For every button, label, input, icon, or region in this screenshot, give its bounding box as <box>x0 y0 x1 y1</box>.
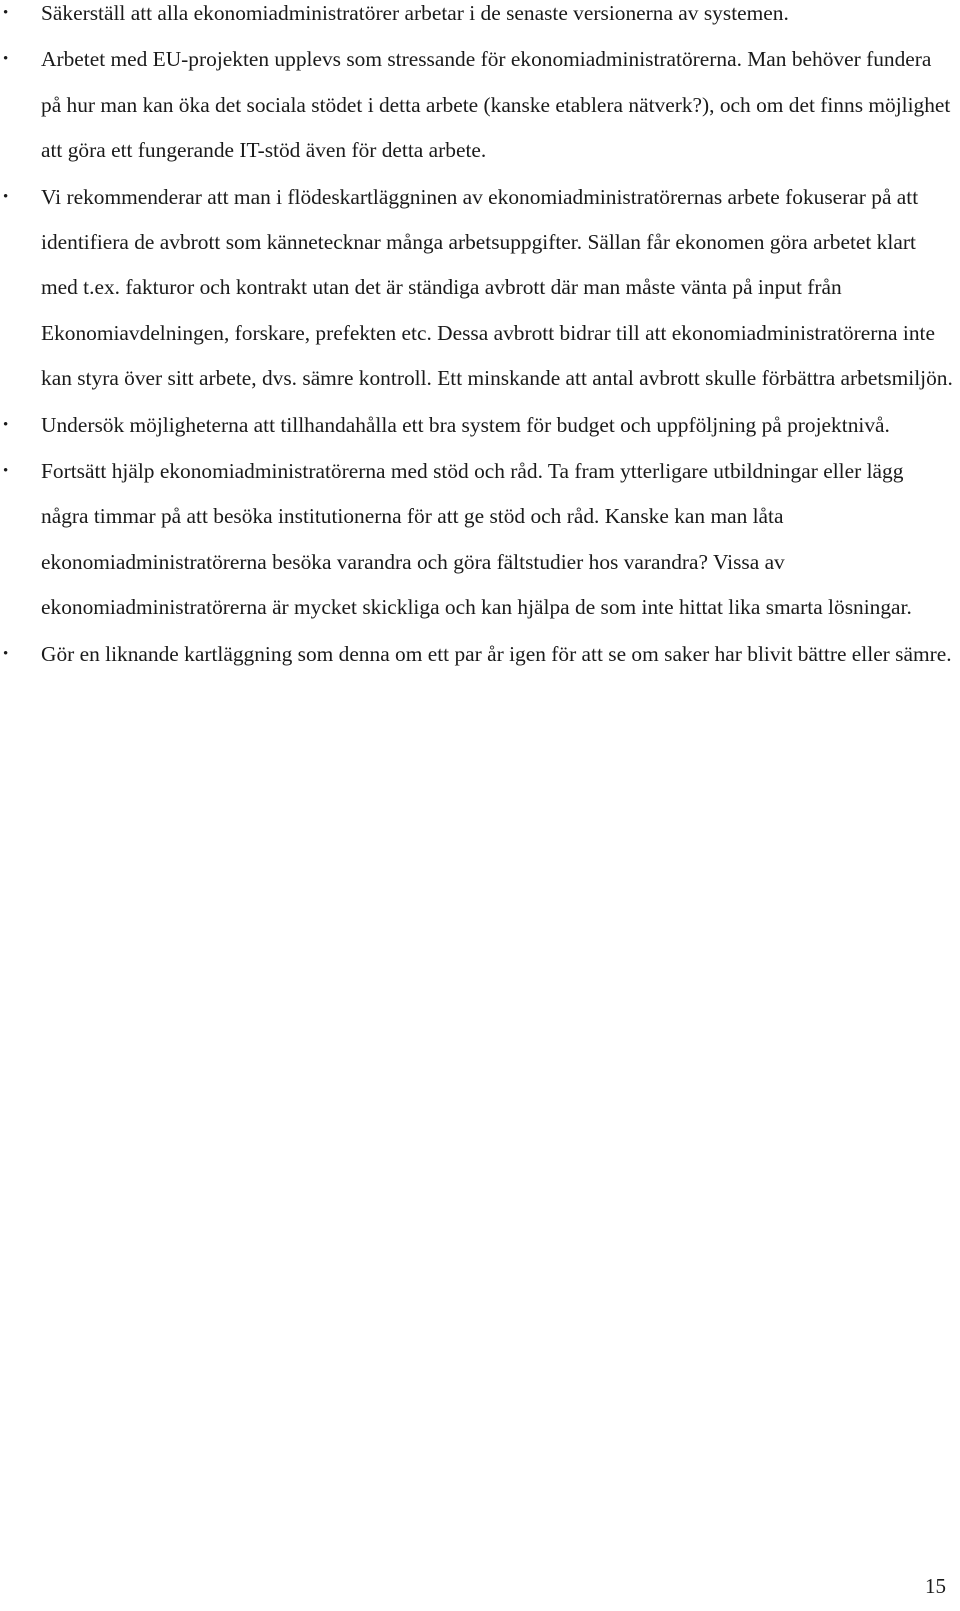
list-item-text: Säkerställ att alla ekonomiadministratörer arbetar i de senaste versionerna av systemen. <box>41 1 789 25</box>
bullet-icon: • <box>3 645 9 662</box>
list-item <box>0 175 956 402</box>
list-item-text: Fortsätt hjälp ekonomiadministratörerna med stöd och råd. Ta fram ytterligare utbildningar eller lägg några timmar på att besöka institutionerna för att ge stöd och råd. Kanske kan man låta ekonomiadministratörerna besöka varandra och göra fältstudier hos varandra? Vissa av ekonomiadministratörerna är mycket skickliga och kan hjälpa de som inte hittat lika smarta lösningar. <box>41 459 912 620</box>
list-item <box>0 403 956 448</box>
list-item-text: Vi rekommenderar att man i flödeskartläggninen av ekonomiadministratörernas arbete fokuserar på att identifiera de avbrott som kännetecknar många arbetsuppgifter. Sällan får ekonomen göra arbetet klart med t.ex. fakturor och kontrakt utan det är ständiga avbrott där man måste vänta på input från Ekonomiavdelningen, forskare, prefekten etc. Dessa avbrott bidrar till att ekonomiadministratörerna inte kan styra över sitt arbete, dvs. sämre kontroll. Ett minskande att antal avbrott skulle förbättra arbetsmiljön. <box>41 184 953 391</box>
list-item-text: Arbetet med EU-projekten upplevs som stressande för ekonomiadministratörerna. Man behöver fundera på hur man kan öka det sociala stödet i detta arbete (kanske etablera nätverk?), och om det finns möjlighet att göra ett fungerande IT-stöd även för detta arbete. <box>41 47 951 163</box>
bullet-icon: • <box>3 51 9 68</box>
list-item-text: Undersök möjligheterna att tillhandahålla ett bra system för budget och uppföljning på projektnivå. <box>41 412 890 437</box>
list-item <box>0 449 956 631</box>
bullet-icon: • <box>3 416 9 433</box>
bullet-icon: • <box>3 463 9 480</box>
bullet-icon: • <box>3 5 9 21</box>
list-item <box>0 0 956 36</box>
list-item-text: Gör en liknande kartläggning som denna om ett par år igen för att se om saker har blivit bättre eller sämre. <box>41 641 952 666</box>
list-item <box>0 632 956 677</box>
page-number: 15 <box>925 1574 946 1598</box>
list-item <box>0 37 956 173</box>
recommendation-list <box>0 0 960 678</box>
bullet-icon: • <box>3 188 9 205</box>
